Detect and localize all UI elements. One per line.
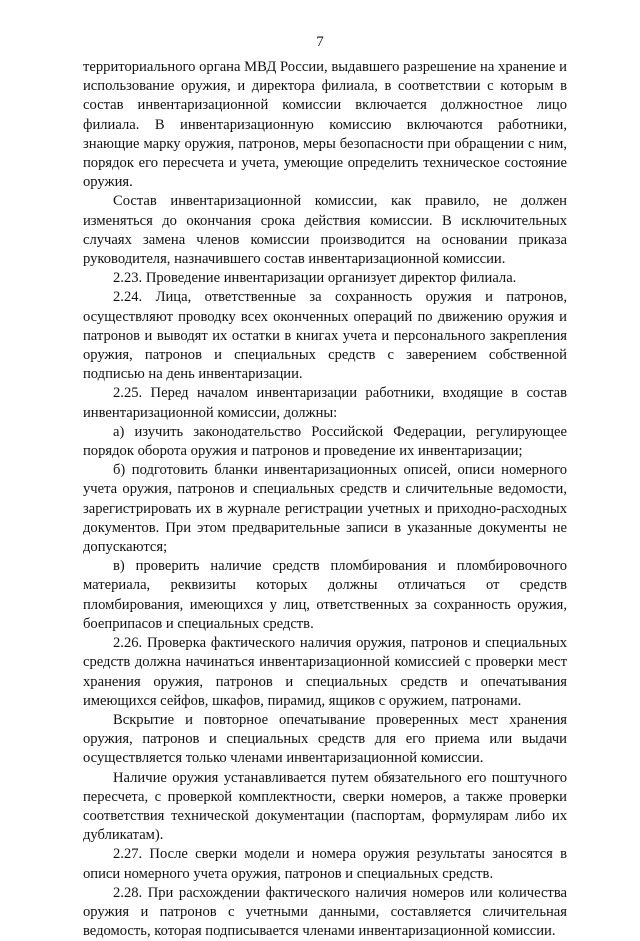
- paragraph-2-27: 2.27. После сверки модели и номера оружия результаты заносятся в описи номерного учета оружия, патронов и специальных средств.: [83, 846, 567, 882]
- page-number: 7: [316, 34, 324, 50]
- paragraph-2-24: 2.24. Лица, ответственные за сохранность оружия и патронов, осуществляют проводку всех оконченных операций по движению оружия и патронов и выводят их остатки в книгах учета и персонального закрепления оружия, патронов и специальных средств с заверением собственной подписью на день инвентаризации.: [83, 289, 567, 383]
- paragraph-opening-sealing: Вскрытие и повторное опечатывание проверенных мест хранения оружия, патронов и специальных средств для его приема или выдачи осуществляется только членами инвентаризационной комиссии.: [83, 711, 567, 767]
- list-item-b: б) подготовить бланки инвентаризационных описей, описи номерного учета оружия, патронов и специальных средств и сличительные ведомости, зарегистрировать их в журнале регистрации учетных и приходно-расходных документов. При этом предварительные записи в указанные документы не допускаются;: [83, 462, 567, 556]
- paragraph-1: территориального органа МВД России, выдавшего разрешение на хранение и использование оружия, и директора филиала, в соответствии с которым в состав инвентаризационной комиссии включается должностное лицо филиала. В инвентаризационную комиссию включаются работники, знающие марку оружия, патронов, меры безопасности при обращении с ним, порядок его пересчета и учета, умеющие определить техническое состояние оружия.: [83, 59, 567, 191]
- paragraph-2: Состав инвентаризационной комиссии, как правило, не должен изменяться до окончания срока действия комиссии. В исключительных случаях замена членов комиссии производится на основании приказа руководителя, назначившего состав инвентаризационной комиссии.: [83, 193, 567, 268]
- paragraph-2-28: 2.28. При расхождении фактического наличия номеров или количества оружия и патронов с учетными данными, составляется сличительная ведомость, которая подписывается членами инвентаризационной комиссии.: [83, 884, 567, 940]
- paragraph-weapon-count: Наличие оружия устанавливается путем обязательного его поштучного пересчета, с проверкой комплектности, сверки номеров, а также проверки соответствия технической документации (паспортам, формулярам либо их дубликатам).: [83, 769, 567, 844]
- paragraph-2-23: 2.23. Проведение инвентаризации организует директор филиала.: [113, 270, 517, 287]
- list-item-a: а) изучить законодательство Российской Федерации, регулирующее порядок оборота оружия и патронов и проведение их инвентаризации;: [83, 423, 567, 460]
- paragraph-2-25: 2.25. Перед началом инвентаризации работники, входящие в состав инвентаризационной комиссии, должны:: [83, 385, 567, 421]
- list-item-v: в) проверить наличие средств пломбирования и пломбировочного материала, реквизиты которых должны отличаться от средств пломбирования, имеющихся у лиц, ответственных за сохранность оружия, боеприпасов и специальных средств.: [83, 558, 567, 632]
- document-body: [83, 58, 567, 941]
- paragraph-2-26: 2.26. Проверка фактического наличия оружия, патронов и специальных средств должна начинаться инвентаризационной комиссией с проверки мест хранения оружия, патронов и специальных средств и опечатывания имеющихся сейфов, шкафов, пирамид, ящиков с оружием, патронами.: [83, 635, 567, 709]
